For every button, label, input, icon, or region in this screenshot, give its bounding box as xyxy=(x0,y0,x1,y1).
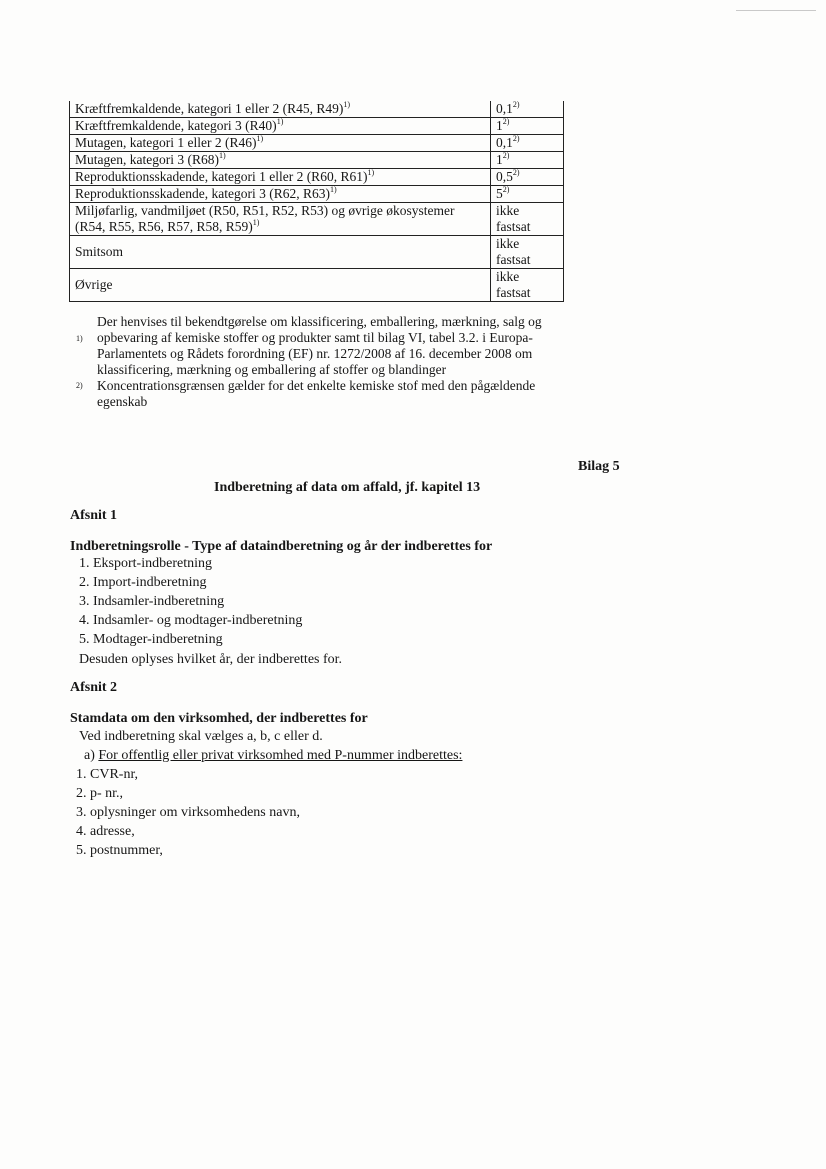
list-item: 2. Import-indberetning xyxy=(79,575,207,590)
footnote-2: Koncentrationsgrænsen gælder for det enkelte kemiske stof med den pågældende egenskab xyxy=(97,378,536,409)
table-row: Reproduktionsskadende, kategori 1 eller 2 (R60, R61)$^{1)}$ 0,5$^{2)}$ xyxy=(70,169,564,186)
list-item: 2. p- nr., xyxy=(76,786,124,801)
footnote-2-mark: 2) xyxy=(76,381,83,390)
row-value: 5 xyxy=(496,186,503,201)
row-value-line1: ikke xyxy=(496,269,520,284)
row-label: Reproduktionsskadende, kategori 1 eller 2 (R60, R61) xyxy=(75,169,368,184)
row-label: Mutagen, kategori 1 eller 2 (R46) xyxy=(75,135,257,150)
table-row: Kræftfremkaldende, kategori 1 eller 2 (R45, R49)$^{1)}$ 0,1$^{2)}$ xyxy=(70,101,564,118)
list-item: 1. Eksport-indberetning xyxy=(79,556,212,571)
row-value-line1: ikke xyxy=(496,203,520,218)
row-label-line1: Miljøfarlig, vandmiljøet (R50, R51, R52, R53) og øvrige økosystemer xyxy=(75,203,455,218)
row-value-line1: ikke xyxy=(496,236,520,251)
table-row xyxy=(70,269,564,302)
section-1-note: Desuden oplyses hvilket år, der indberettes for. xyxy=(79,652,343,667)
table-row: Mutagen, kategori 3 $(R68)^{1)}$ 1$^{2)}$ xyxy=(70,152,564,169)
row-label: Mutagen, kategori 3 (R68) xyxy=(75,152,219,167)
section-2-intro: Ved indberetning skal vælges a, b, c eller d. xyxy=(79,729,323,744)
footnote-1: Der henvises til bekendtgørelse om klassificering, emballering, mærkning, salg og opbevaring af kemiske stoffer og produkter samt til bilag VI, tabel 3.2. i Europa- Parlamentets og Rådets forordning (EF) nr. 1272/2008 af 16. december 2008 om klassificering, mærkning og emballering af stoffer og blandinger xyxy=(97,314,542,377)
list-item: 4. adresse, xyxy=(76,824,135,839)
row-value: 1 xyxy=(496,152,503,167)
row-label: Øvrige xyxy=(75,277,113,292)
table-row xyxy=(70,236,564,269)
table-row: Reproduktionsskadende, kategori 3 (R62, R63)$^{1)}$ 5$^{2)}$ xyxy=(70,186,564,203)
row-label: Kræftfremkaldende, kategori 3 (R40) xyxy=(75,118,277,133)
row-value: 0,5 xyxy=(496,169,513,184)
footnote-1-mark: 1) xyxy=(76,334,83,343)
concentration-limits-table xyxy=(69,101,564,302)
section-1-heading: Afsnit 1 xyxy=(70,508,118,523)
row-value: 0,1 xyxy=(496,101,513,116)
list-item: 1. CVR-nr, xyxy=(76,767,139,782)
row-value: 1 xyxy=(496,118,503,133)
option-a: a) For offentlig eller privat virksomhed med P-nummer indberettes: xyxy=(84,748,463,763)
row-value-line2: fastsat xyxy=(496,285,531,300)
row-label-line2: (R54, R55, R56, R57, R58, R59) xyxy=(75,219,253,234)
list-item: 4. Indsamler- og modtager-indberetning xyxy=(79,613,303,628)
list-item: 5. Modtager-indberetning xyxy=(79,632,223,647)
row-value: 0,1 xyxy=(496,135,513,150)
list-item: 3. Indsamler-indberetning xyxy=(79,594,225,609)
table-row: Miljøfarlig, vandmiljøet (R50, R51, R52, R53) og øvrige økosystemer (R54, R55, R56, R57, R58, R59)$^{1)}$ ikke fastsat xyxy=(70,203,564,236)
section-2-heading: Afsnit 2 xyxy=(70,680,118,695)
scan-artifact-line xyxy=(736,10,816,11)
table-row: Kræftfremkaldende, kategori 3 $(R40)^{1)}$ 1$^{2)}$ xyxy=(70,118,564,135)
row-value-line2: fastsat xyxy=(496,219,531,234)
list-item: 3. oplysninger om virksomhedens navn, xyxy=(76,805,300,820)
row-label: Smitsom xyxy=(75,244,124,259)
section-1-subheading: Indberetningsrolle - Type af dataindberetning og år der indberettes for xyxy=(70,539,493,554)
appendix-label: Bilag 5 xyxy=(578,459,620,474)
list-item: 5. postnummer, xyxy=(76,843,163,858)
table-row: Mutagen, kategori 1 eller 2 $(R46)^{1)}$ 0,1$^{2)}$ xyxy=(70,135,564,152)
row-label: Reproduktionsskadende, kategori 3 (R62, R63) xyxy=(75,186,330,201)
option-a-text: For offentlig eller privat virksomhed med P-nummer indberettes: xyxy=(98,748,463,763)
row-value-line2: fastsat xyxy=(496,252,531,267)
row-label: Kræftfremkaldende, kategori 1 eller 2 (R45, R49) xyxy=(75,101,344,116)
page-title: Indberetning af data om affald, jf. kapitel 13 xyxy=(214,480,481,495)
section-2-subheading: Stamdata om den virksomhed, der indberettes for xyxy=(70,711,368,726)
